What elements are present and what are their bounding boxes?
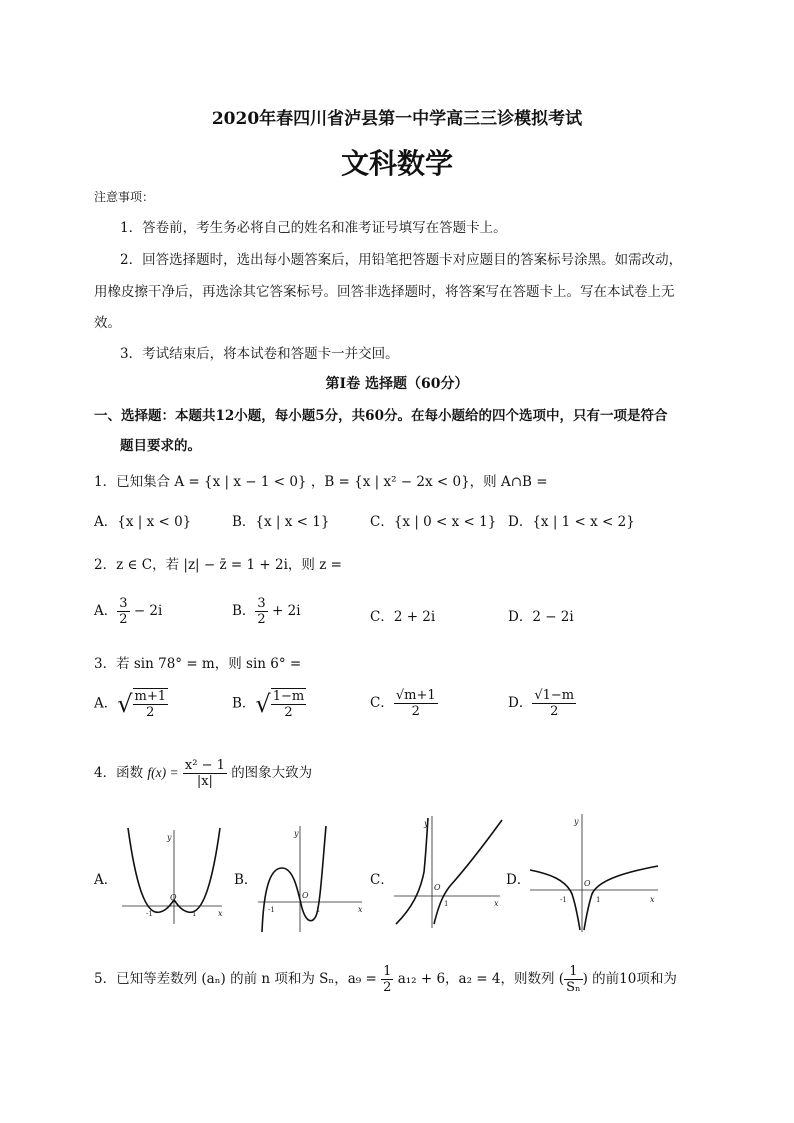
q3-option-c [370, 688, 438, 719]
note-1: 1．答卷前，考生务必将自己的姓名和准考证号填写在答题卡上。 [120, 220, 507, 236]
note-2-line3: 效。 [94, 315, 121, 331]
q4-graph-d [526, 810, 662, 934]
q4-a-origin: O [170, 893, 177, 902]
q4-label-d: D． [506, 872, 531, 888]
notes-heading: 注意事项： [94, 190, 155, 204]
q3-a-sqrt-icon: √ [117, 690, 133, 718]
section-title: 第Ⅰ卷 选择题（60分） [325, 376, 469, 392]
q4-b-y-label: y [294, 829, 299, 838]
q4-c-y-label: y [424, 819, 429, 828]
q4-b-x-label: x [358, 905, 363, 914]
q5-half-fraction: $\frac{1}{2}$ [383, 964, 392, 995]
q1-option-d: D．{x | 1 < x < 2} [508, 514, 635, 530]
q3-c-fraction: $\frac{√m+1}{2}$ [395, 688, 436, 719]
q4-b-neg1: -1 [268, 906, 275, 914]
q3-c-label: C． [370, 695, 394, 711]
q3-b-fraction: $\frac{1-m}{2}$ [272, 689, 305, 720]
q2-option-b [232, 596, 301, 627]
q4-b-pos1: 1 [316, 906, 321, 914]
note-2-line1: 2．回答选择题时，选出每小题答案后，用铅笔把答题卡对应题目的答案标号涂黑。如需改动， [120, 252, 683, 268]
q3-a-label: A． [94, 695, 118, 712]
q4-fx: f(x) = [147, 765, 179, 780]
q2-a-rest: − 2i [133, 603, 163, 619]
note-3: 3．考试结束后，将本试卷和答题卡一并交回。 [120, 346, 399, 362]
q3-a-fraction: $\frac{m+1}{2}$ [134, 689, 167, 720]
q3-stem: 3．若 sin 78° = m，则 sin 6° = [94, 656, 302, 672]
q4-graph-b [254, 822, 366, 934]
q1-stem: 1．已知集合 A = {x | x − 1 < 0} ，B = {x | x² − 2x < 0}，则 A∩B = [94, 474, 548, 490]
q2-option-a [94, 596, 162, 627]
q3-b-label: B． [232, 695, 256, 712]
q3-b-sqrt-icon: √ [255, 690, 271, 718]
q1-option-b: B．{x | x < 1} [232, 514, 330, 530]
q1-option-a: A．{x | x < 0} [94, 514, 192, 530]
q3-d-label: D． [508, 695, 533, 711]
q3-option-a [94, 688, 168, 720]
q4-d-neg1: -1 [560, 896, 567, 904]
q5-stem [94, 964, 677, 995]
q2-stem: 2．z ∈ C，若 |z| − z̄ = 1 + 2i，则 z = [94, 557, 342, 573]
q4-label-a: A． [94, 872, 118, 888]
q2-option-c: C．2 + 2i [370, 609, 436, 625]
q4-suffix: 的图象大致为 [231, 765, 313, 781]
section-intro-line1: 一、选择题：本题共12小题，每小题5分，共60分。在每小题给的四个选项中，只有一项是符合 [94, 408, 668, 424]
q5-part2: a₁₂ + 6，a₂ = 4，则数列 ( [397, 971, 565, 987]
q4-a-x-label: x [218, 909, 223, 918]
q4-b-origin: O [302, 891, 309, 900]
q5-inv-fraction: $\frac{1}{\text{Sₙ}}$ [566, 964, 581, 995]
exam-title: 2020年春四川省泸县第一中学高三三诊模拟考试 [211, 109, 583, 129]
q2-b-fraction: $\frac{3}{2}$ [257, 596, 266, 627]
q4-d-x-label: x [650, 895, 655, 904]
q2-option-d: D．2 − 2i [508, 609, 574, 625]
q4-d-y-label: y [574, 817, 579, 826]
q4-c-x-label: x [494, 899, 499, 908]
q2-b-label: B． [232, 603, 256, 619]
q4-graph-a [118, 826, 226, 926]
q2-a-fraction: $\frac{3}{2}$ [119, 596, 128, 627]
q4-c-pos1: 1 [444, 900, 449, 908]
q4-fraction: $\frac{\text{x² − 1}}{|x|}$ [184, 758, 225, 789]
q4-d-origin: O [584, 879, 591, 888]
q4-graph-c [390, 812, 504, 930]
q5-part3: ) 的前10项和为 [582, 971, 677, 987]
q5-part1: 5．已知等差数列 (aₙ) 的前 n 项和为 Sₙ，a₉ = [94, 971, 377, 987]
q4-label-b: B． [234, 872, 258, 888]
subject-title: 文科数学 [340, 147, 453, 180]
q4-stem [94, 758, 312, 789]
q3-option-d [508, 688, 576, 719]
q4-d-pos1: 1 [596, 896, 601, 904]
q2-b-rest: + 2i [272, 603, 301, 619]
q4-a-y-label: y [167, 833, 172, 842]
q2-a-label: A． [94, 603, 118, 619]
q4-c-origin: O [434, 883, 441, 892]
note-2-line2: 用橡皮擦干净后，再选涂其它答案标号。回答非选择题时，将答案写在答题卡上。写在本试卷上无 [94, 284, 675, 300]
q3-option-b [232, 688, 306, 720]
section-intro-line2: 题目要求的。 [120, 438, 201, 454]
q4-label-c: C． [370, 872, 394, 888]
q4-a-neg1: -1 [146, 910, 153, 918]
q1-option-c: C．{x | 0 < x < 1} [370, 514, 497, 530]
q4-a-pos1: 1 [192, 910, 197, 918]
q4-prefix: 4．函数 [94, 765, 144, 781]
q3-d-fraction: $\frac{√1-m}{2}$ [534, 688, 575, 719]
